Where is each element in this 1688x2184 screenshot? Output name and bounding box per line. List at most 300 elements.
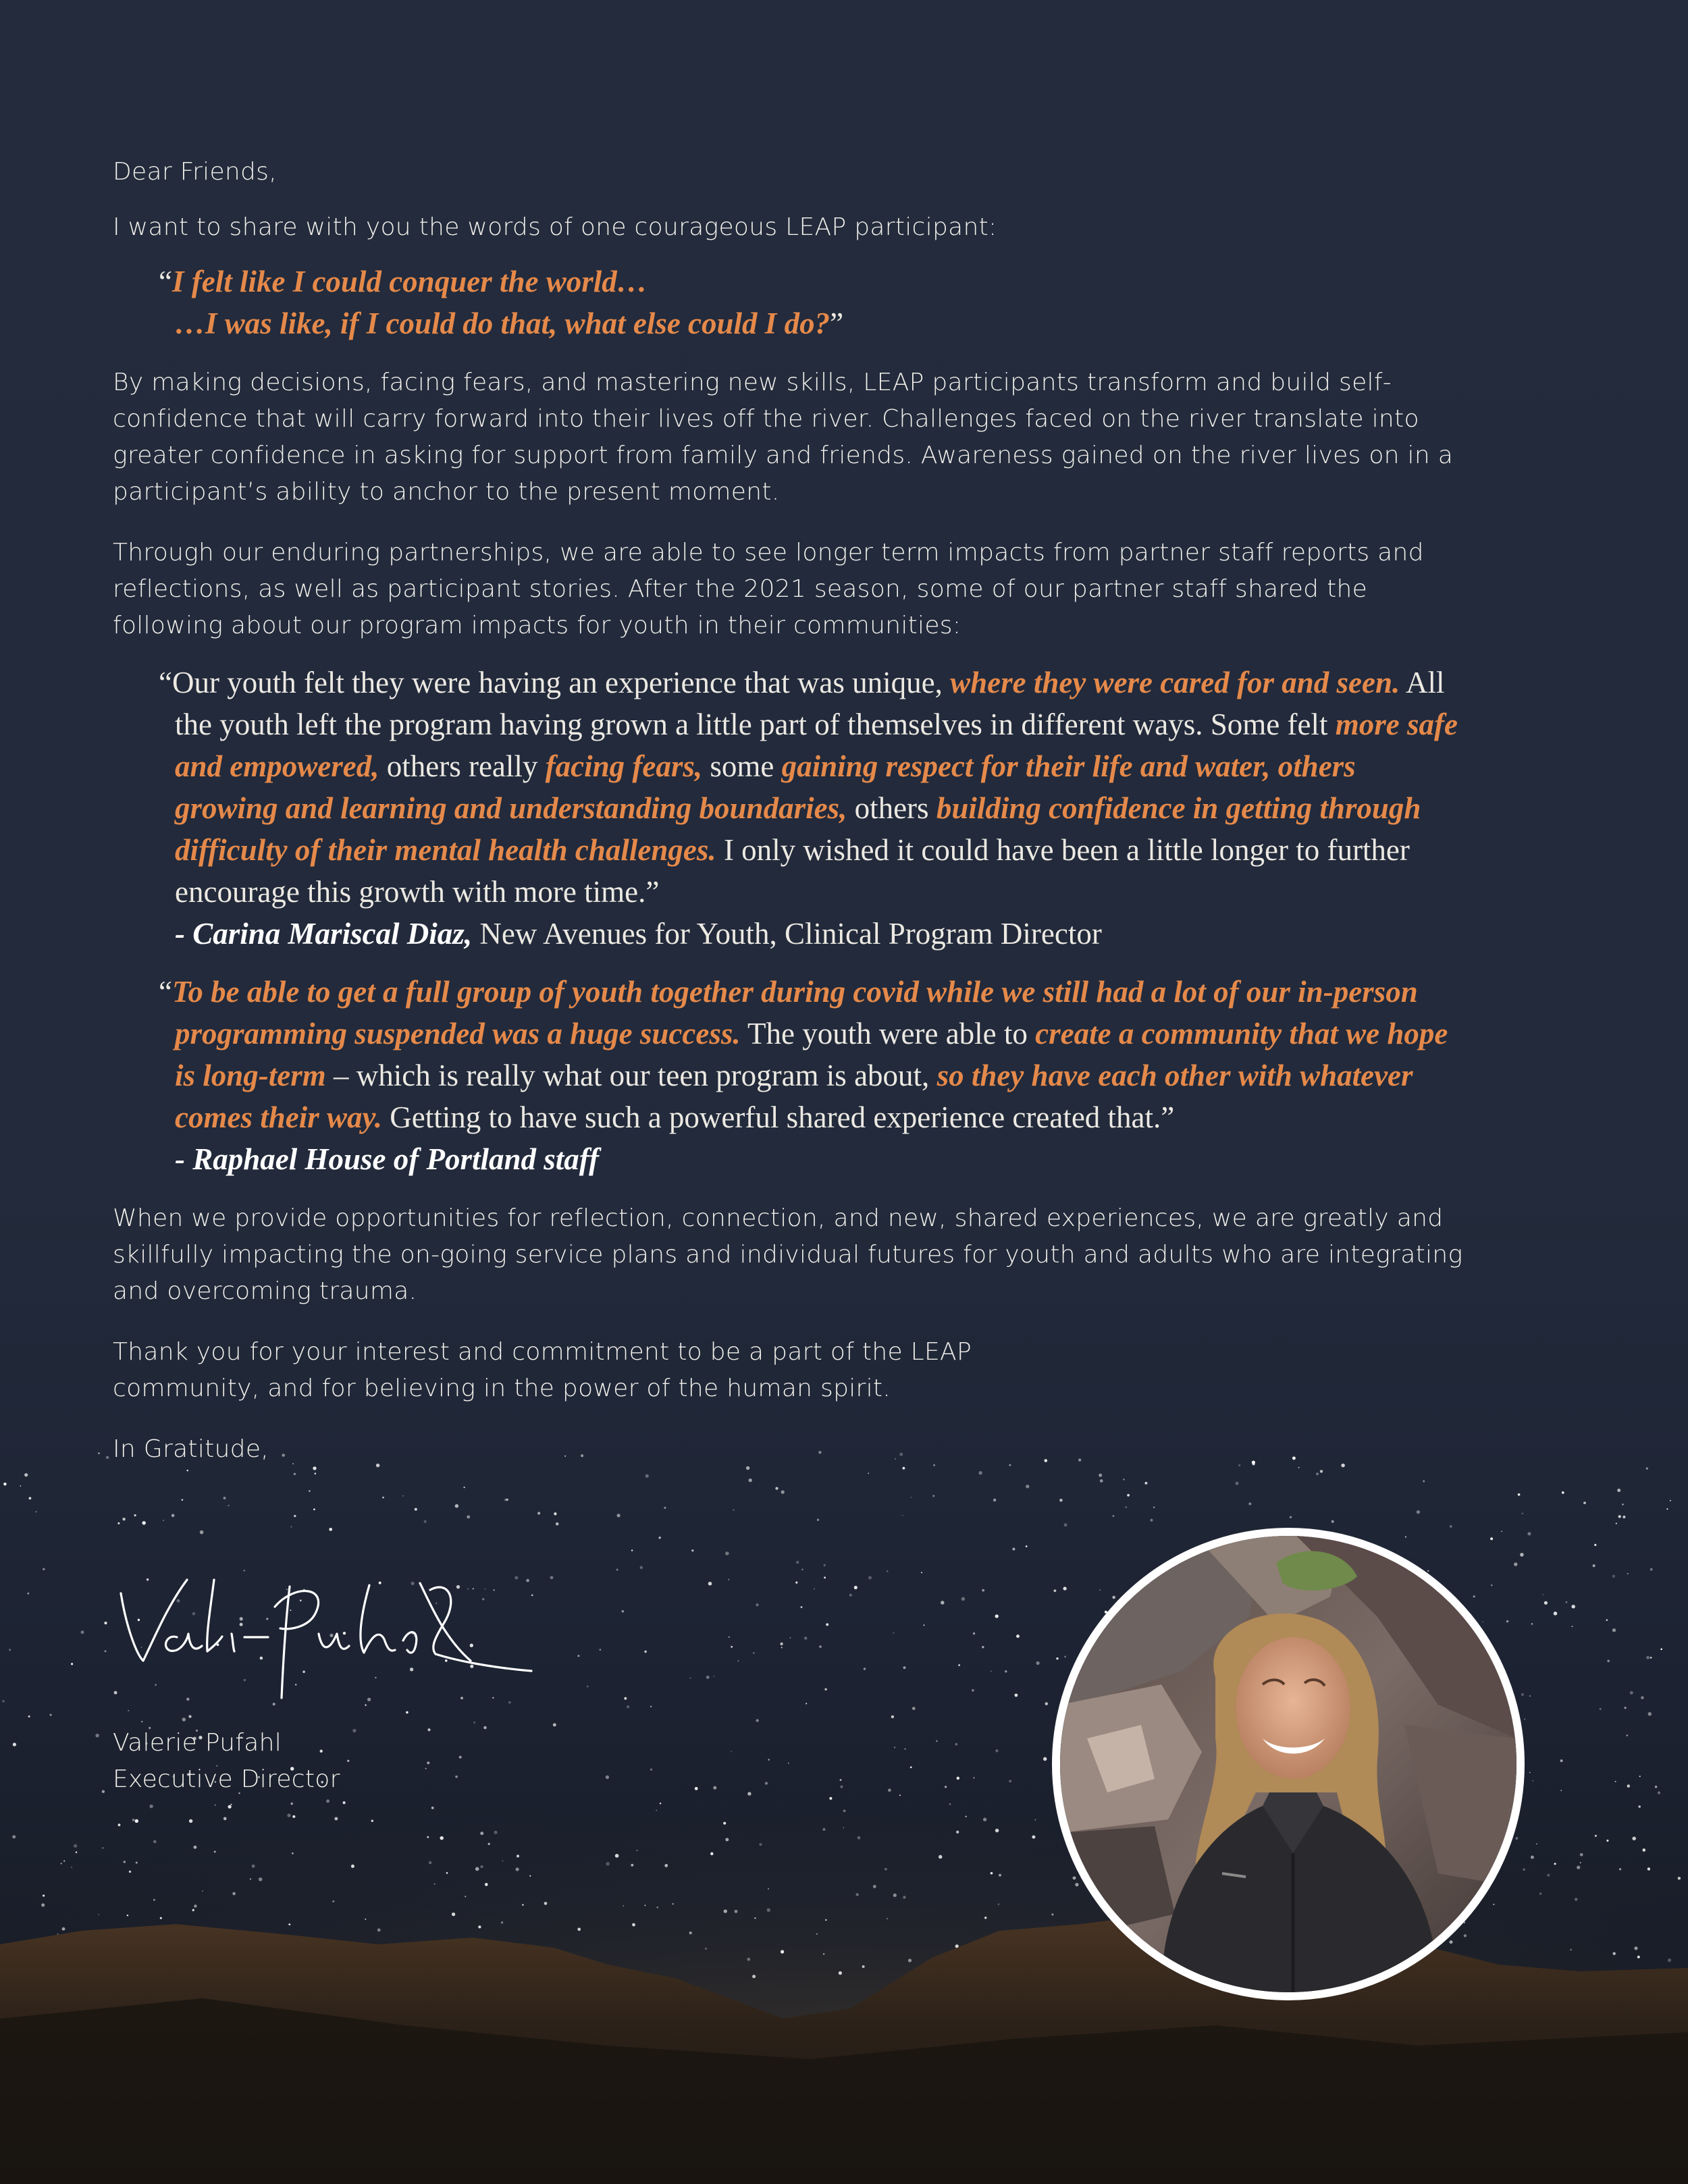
star — [973, 1777, 974, 1778]
star — [708, 1582, 712, 1586]
star — [63, 1861, 65, 1862]
star — [713, 1676, 714, 1677]
star — [887, 1570, 889, 1572]
star — [991, 1671, 992, 1672]
star — [849, 1594, 852, 1597]
star — [616, 1569, 618, 1571]
portrait-illustration — [1060, 1536, 1516, 1992]
star — [841, 1786, 843, 1788]
star — [1521, 1693, 1524, 1696]
star — [724, 1909, 727, 1913]
star — [728, 1579, 729, 1580]
star — [1642, 1848, 1645, 1852]
star — [371, 1820, 373, 1822]
star — [731, 1751, 732, 1753]
star — [29, 1497, 32, 1499]
star — [752, 1975, 756, 1978]
closing: In Gratitude, — [113, 1435, 269, 1463]
star — [823, 1564, 825, 1566]
star — [729, 1636, 730, 1638]
star — [1516, 1837, 1519, 1840]
star — [488, 1843, 490, 1845]
star — [365, 1919, 366, 1920]
star — [252, 1865, 255, 1868]
star — [1520, 1553, 1524, 1557]
star — [1623, 1516, 1625, 1518]
star — [1290, 1516, 1292, 1518]
star — [1615, 1781, 1616, 1782]
star — [672, 1903, 673, 1905]
star — [627, 1705, 629, 1708]
signer-name: Valerie Pufahl — [113, 1729, 282, 1757]
star — [149, 1805, 153, 1808]
star — [228, 1505, 230, 1507]
star — [1560, 1759, 1563, 1762]
quote-text: Getting to have such a powerful shared experience created that.” — [382, 1100, 1175, 1134]
star — [768, 1759, 770, 1761]
star — [984, 1917, 986, 1919]
star — [228, 1805, 231, 1809]
star — [1627, 1573, 1629, 1574]
star — [1056, 1657, 1058, 1659]
star — [645, 1905, 646, 1906]
paragraph-impact: When we provide opportunities for reflection, connection, and new, shared experiences, we are greatly and skillfully impacting the on-going service plans and individual futures for youth and adults who are integrating and overcoming trauma. — [113, 1204, 1463, 1305]
star — [1627, 1784, 1630, 1787]
star — [1660, 1648, 1662, 1650]
star — [903, 1666, 906, 1669]
star — [1571, 1605, 1575, 1608]
star — [939, 1855, 943, 1859]
star — [1053, 1589, 1056, 1592]
star — [632, 1923, 635, 1927]
star — [71, 1867, 72, 1868]
star — [290, 1803, 292, 1805]
paragraph-thanks: Thank you for your interest and commitment to be a part of the LEAP community, and for believing in the power of the human spirit. — [113, 1338, 972, 1402]
star — [452, 1913, 455, 1916]
star — [556, 1522, 559, 1526]
star — [956, 1831, 959, 1834]
star — [650, 1768, 652, 1770]
star — [995, 1749, 998, 1752]
star — [768, 1888, 769, 1890]
star — [710, 1853, 713, 1855]
star — [1544, 1601, 1548, 1605]
star — [873, 1885, 876, 1888]
star — [1417, 1510, 1420, 1514]
star — [1523, 1869, 1525, 1871]
star — [997, 1903, 999, 1905]
star — [517, 1855, 519, 1857]
star — [624, 1697, 627, 1700]
star — [1648, 1712, 1652, 1716]
star — [1560, 1790, 1562, 1791]
star — [660, 1803, 662, 1805]
star — [731, 1646, 733, 1648]
quote-line-1: I felt like I could conquer the world… — [172, 265, 648, 298]
star — [1641, 1696, 1644, 1699]
star — [1514, 1562, 1517, 1566]
star — [347, 1760, 349, 1762]
star — [706, 1676, 710, 1679]
star — [1012, 1547, 1015, 1550]
star — [826, 1623, 828, 1626]
star — [824, 1576, 826, 1578]
star — [1668, 1959, 1671, 1962]
star — [202, 1890, 203, 1892]
star — [822, 1828, 825, 1831]
intro-paragraph: I want to share with you the words of one courageous LEAP participant: — [113, 213, 997, 241]
star — [606, 1862, 610, 1866]
star — [801, 1569, 803, 1571]
star — [804, 1636, 808, 1640]
star — [153, 1840, 157, 1844]
star — [232, 1892, 236, 1896]
star — [71, 1663, 73, 1665]
star — [1522, 1513, 1523, 1514]
star — [554, 1512, 556, 1515]
star — [35, 1511, 36, 1512]
star — [854, 1586, 858, 1589]
star — [695, 1787, 698, 1790]
letter-body — [113, 154, 1463, 1492]
star — [1518, 1493, 1521, 1496]
star — [814, 1589, 815, 1590]
star — [480, 1832, 483, 1835]
star — [843, 1810, 846, 1813]
star — [24, 1473, 28, 1476]
star — [885, 1868, 887, 1871]
star — [478, 1925, 481, 1928]
star — [1032, 1835, 1035, 1838]
star — [1043, 1757, 1047, 1761]
star — [522, 1904, 524, 1906]
portrait-photo — [1052, 1528, 1525, 2000]
star — [118, 1823, 121, 1826]
star — [382, 1497, 384, 1499]
star — [1562, 1491, 1564, 1494]
star — [1670, 1500, 1671, 1501]
star — [995, 1829, 999, 1833]
quote-text: I only wished it could have been a little longer to further encourage this growth with more time.” — [175, 833, 1410, 909]
star — [789, 1637, 791, 1639]
star — [537, 1512, 540, 1515]
partner-quote-carina — [113, 662, 1463, 955]
star — [829, 1797, 832, 1800]
star — [887, 1918, 888, 1919]
star — [843, 1827, 844, 1828]
star — [250, 1878, 251, 1880]
star — [494, 1831, 498, 1834]
star — [1531, 1623, 1533, 1625]
star — [1606, 1619, 1608, 1620]
star — [2, 1700, 5, 1703]
star — [61, 1863, 62, 1864]
star — [823, 1953, 824, 1954]
star — [427, 1836, 429, 1838]
star — [501, 1921, 504, 1924]
star — [1613, 1952, 1616, 1955]
star — [1064, 1656, 1066, 1658]
star — [1059, 1499, 1063, 1502]
star — [738, 1660, 739, 1661]
star — [796, 1561, 799, 1564]
star — [1583, 1501, 1586, 1504]
attribution-name: - Carina Mariscal Diaz, — [175, 917, 473, 951]
star — [795, 1582, 797, 1584]
star — [9, 1649, 11, 1651]
star — [515, 1867, 519, 1871]
star — [615, 1854, 619, 1858]
star — [1449, 1940, 1452, 1944]
star — [1547, 1874, 1550, 1877]
star — [1051, 1913, 1053, 1915]
star — [431, 1807, 434, 1809]
star — [1482, 1621, 1483, 1622]
star — [440, 1836, 443, 1840]
star — [1646, 1467, 1648, 1469]
star — [983, 1817, 986, 1821]
star — [76, 1851, 77, 1853]
quote-highlight: where they were cared for and seen. — [950, 666, 1400, 699]
star — [936, 1740, 938, 1742]
star — [329, 1528, 332, 1531]
star — [1473, 1595, 1475, 1597]
signer-block — [113, 1725, 340, 1798]
star — [50, 1714, 52, 1716]
salutation: Dear Friends, — [113, 158, 277, 186]
quote-open-mark: “ — [159, 975, 172, 1009]
quote-attribution: - Raphael House of Portland staff — [175, 1142, 599, 1176]
star — [313, 1508, 315, 1510]
star — [455, 1776, 458, 1778]
star — [334, 1817, 338, 1820]
star — [377, 1928, 381, 1932]
star — [910, 1766, 912, 1768]
star — [991, 1872, 993, 1875]
star — [290, 1526, 292, 1528]
star — [1593, 1564, 1595, 1567]
star — [691, 1549, 693, 1551]
star — [3, 1483, 6, 1486]
star — [43, 1894, 45, 1896]
star — [504, 1499, 507, 1501]
star — [127, 1915, 129, 1917]
star — [1064, 1523, 1067, 1526]
star — [617, 1514, 621, 1517]
star — [134, 1514, 136, 1516]
star — [888, 1788, 891, 1792]
star — [1529, 1695, 1531, 1697]
star — [690, 1678, 691, 1679]
quote-text: “Our youth felt they were having an experience that was unique, — [159, 666, 951, 699]
star — [656, 1907, 658, 1908]
star — [1009, 1780, 1011, 1782]
star — [163, 1520, 164, 1521]
star — [105, 1650, 107, 1652]
star — [124, 1861, 126, 1863]
star — [767, 1909, 770, 1912]
star — [664, 1864, 668, 1867]
star — [352, 1729, 356, 1732]
star — [893, 1632, 894, 1634]
star — [1542, 1594, 1544, 1595]
star — [899, 1794, 901, 1796]
star — [475, 1867, 479, 1871]
star — [1580, 1853, 1583, 1857]
star — [961, 1597, 965, 1601]
star — [106, 1456, 109, 1459]
star — [640, 1566, 643, 1570]
star — [434, 1884, 436, 1885]
star — [858, 1836, 861, 1840]
star — [28, 1715, 30, 1717]
quote-line-2: …I was like, if I could do that, what else could I do? — [175, 307, 830, 340]
star — [230, 1804, 232, 1805]
star — [1034, 1819, 1036, 1821]
star — [1248, 1503, 1251, 1506]
star — [577, 1927, 581, 1931]
star — [424, 1520, 427, 1523]
star — [529, 1875, 531, 1876]
star — [160, 1917, 162, 1919]
star — [446, 1872, 448, 1874]
star — [816, 1934, 818, 1935]
quote-text: The youth were able to — [740, 1017, 1036, 1050]
star — [62, 1927, 65, 1931]
star — [544, 1902, 548, 1905]
star — [1658, 1791, 1660, 1794]
star — [958, 1664, 960, 1666]
star — [577, 1655, 579, 1657]
star — [292, 1853, 294, 1855]
star — [1647, 1867, 1650, 1870]
star — [1600, 1708, 1602, 1710]
star — [20, 1485, 21, 1487]
star — [1618, 1515, 1621, 1518]
quote-highlight: building confidence in getting through difficulty of their mental health challenges. — [175, 791, 1421, 867]
star — [27, 1593, 29, 1595]
star — [402, 1495, 404, 1497]
star — [132, 1819, 135, 1821]
star — [1570, 1949, 1571, 1950]
star — [759, 1843, 762, 1846]
star — [600, 1649, 602, 1651]
star — [1612, 1628, 1616, 1632]
star — [631, 1549, 633, 1551]
star — [973, 1632, 975, 1634]
star — [98, 1452, 100, 1454]
star — [1491, 1584, 1493, 1587]
star — [1554, 1863, 1556, 1865]
star — [1014, 1694, 1018, 1697]
star — [98, 1914, 99, 1915]
star — [294, 1515, 296, 1517]
quote-attribution — [159, 913, 1463, 955]
star — [1405, 1536, 1406, 1537]
star — [427, 1761, 429, 1764]
star — [894, 1747, 895, 1748]
star — [932, 1495, 934, 1497]
star — [1566, 1601, 1568, 1603]
star — [862, 1965, 865, 1968]
star — [650, 1706, 652, 1707]
star — [1536, 1843, 1537, 1844]
star — [756, 1719, 759, 1722]
star — [949, 1803, 951, 1805]
star — [122, 1518, 125, 1520]
star — [1626, 1734, 1628, 1736]
star — [74, 1844, 77, 1848]
star — [966, 1816, 967, 1817]
star — [941, 1601, 944, 1604]
star — [95, 1734, 99, 1737]
star — [1634, 1946, 1637, 1950]
star — [1464, 1934, 1467, 1937]
star — [825, 1919, 827, 1921]
star — [891, 1715, 894, 1718]
quote-highlight: create a community that we hope is long-term — [175, 1017, 1448, 1092]
star — [623, 1905, 624, 1907]
star — [1572, 1626, 1573, 1627]
star — [1112, 1596, 1115, 1599]
star — [465, 1896, 466, 1897]
star — [459, 1756, 462, 1759]
star — [189, 1819, 192, 1823]
star — [1524, 1718, 1526, 1720]
star — [993, 1499, 996, 1501]
star — [1637, 1956, 1640, 1959]
star — [223, 1817, 227, 1820]
star — [351, 1865, 354, 1868]
star — [1580, 1862, 1581, 1863]
star — [473, 1722, 475, 1724]
star — [1554, 1612, 1558, 1616]
star — [483, 1726, 487, 1730]
star — [921, 1572, 922, 1573]
star — [664, 1507, 666, 1509]
star — [1606, 1840, 1608, 1842]
quote-highlight: facing fears, — [545, 749, 703, 783]
star — [332, 1900, 334, 1902]
star — [1625, 1707, 1627, 1709]
star — [502, 1860, 503, 1861]
star — [945, 1786, 947, 1788]
star — [587, 1685, 589, 1687]
star — [765, 1782, 768, 1784]
star — [129, 1871, 131, 1873]
star — [995, 1614, 999, 1618]
star — [982, 1646, 984, 1648]
star — [864, 1668, 866, 1670]
star — [1607, 1659, 1610, 1662]
star — [342, 1801, 345, 1804]
star — [1075, 1883, 1078, 1886]
star — [1099, 1589, 1101, 1591]
star — [756, 1603, 758, 1606]
star — [1427, 1570, 1429, 1572]
star — [200, 1530, 204, 1535]
star — [723, 1822, 726, 1825]
star — [1617, 1489, 1620, 1492]
star — [1639, 1776, 1641, 1777]
star — [725, 1551, 729, 1555]
star — [1575, 1898, 1578, 1901]
star — [903, 1896, 905, 1898]
star — [136, 1862, 138, 1864]
star — [982, 1589, 984, 1592]
star — [1016, 1634, 1020, 1638]
star — [1619, 1868, 1621, 1870]
